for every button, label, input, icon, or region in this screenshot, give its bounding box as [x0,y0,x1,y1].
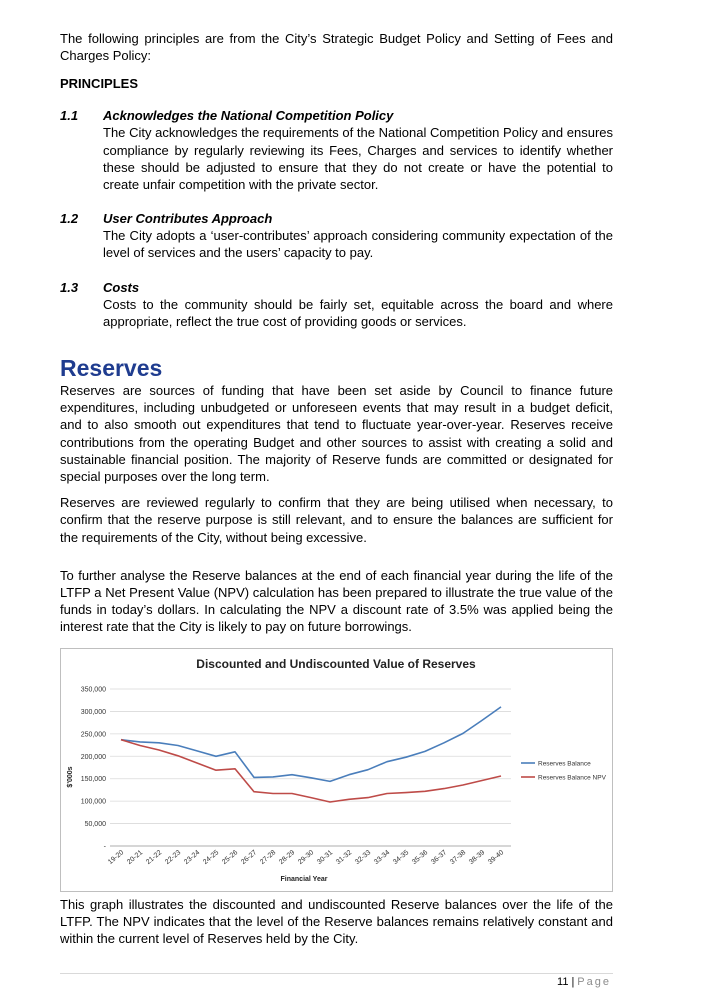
footer-separator: | [571,976,575,988]
x-tick-label: 39-40 [487,849,506,867]
principle-item [60,107,613,193]
y-axis-label: $'000s [67,766,74,788]
principle-text: The City acknowledges the requirements of the National Competition Policy and ensures compliance by regularly reviewing its Fees, Charges and services to identify whether these should be adjusted to ensure that they do not create or have the potential to create unfair competition with the private sector. [103,125,613,193]
after-chart-text [60,896,613,948]
legend-label: Reserves Balance NPV [538,774,606,782]
legend-label: Reserves Balance [538,760,591,768]
x-tick-label: 36-37 [430,849,449,867]
reserves-chart [60,648,613,892]
series-line [121,707,501,782]
reserves-paragraph: Reserves are reviewed regularly to confirm that they are being utilised when necessary, to confirm that the reserve purpose is still relevant, and to ensure the balances are sufficient for the requirements of the City, without being excessive. [60,495,613,545]
chart-canvas [61,649,612,891]
series-line [121,740,501,802]
chart-legend [521,761,607,782]
principle-title: Costs [103,279,140,295]
x-tick-label: 32-33 [354,849,373,867]
chart-grid [110,689,511,846]
page-label: Page [577,976,611,988]
x-tick-label: 27-28 [259,849,278,867]
principle-item [60,210,613,261]
x-tick-label: 31-32 [335,849,354,867]
x-tick-label: 22-23 [164,849,183,867]
page-number: 11 [557,976,569,988]
x-tick-label: 38-39 [468,849,487,867]
x-axis-ticks [107,849,505,866]
reserves-paragraph: To further analyse the Reserve balances at the end of each financial year during the life of the LTFP a Net Present Value (NPV) calculation has been prepared to illustrate the true value of the funds in today’s dollars. In calculating the NPV a discount rate of 3.5% was applied being the interest rate that the City is likely to pay on future borrowings. [60,567,613,635]
intro-paragraph: The following principles are from the City’s Strategic Budget Policy and Setting of Fees and Charges Policy: [60,31,613,64]
principle-title: User Contributes Approach [103,211,273,227]
x-tick-label: 26-27 [240,849,259,867]
x-tick-label: 20-21 [126,849,145,867]
y-tick-label: - [103,843,106,851]
x-tick-label: 30-31 [316,849,335,867]
x-tick-label: 24-25 [202,849,221,867]
chart-title: Discounted and Undiscounted Value of Reserves [196,657,476,671]
x-tick-label: 34-35 [392,849,411,867]
page-footer [557,976,611,988]
y-tick-label: 350,000 [80,686,106,694]
x-tick-label: 28-29 [278,849,297,867]
x-tick-label: 37-38 [449,849,468,867]
footer-divider [60,973,613,974]
x-tick-label: 19-20 [107,849,126,867]
principle-title: Acknowledges the National Competition Policy [103,108,394,124]
reserves-heading: Reserves [60,355,163,382]
y-tick-label: 50,000 [84,821,106,829]
y-tick-label: 150,000 [80,776,106,784]
y-tick-label: 200,000 [80,753,106,761]
reserves-paragraph: Reserves are sources of funding that have been set aside by Council to finance future expenditures, including unbudgeted or unforeseen events that may result in a budget deficit, and to also smooth out expenditures that tend to fluctuate year-over-year. Reserves receive contributions from the operating Budget and other sources to assist with creating a solid and sustainable financial position. The majority of Reserve funds are committed or designated for special purposes over the long term. [60,383,613,485]
principle-number: 1.3 [60,279,79,295]
x-axis-label: Financial Year [280,876,328,883]
principle-text: Costs to the community should be fairly set, equitable across the board and where appropriate, reflect the true cost of providing goods or services. [103,296,613,329]
x-tick-label: 21-22 [145,849,164,867]
principle-number: 1.1 [60,108,79,124]
document-body [60,30,613,645]
x-tick-label: 33-34 [373,849,392,867]
principle-number: 1.2 [60,211,79,227]
x-tick-label: 25-26 [221,849,240,867]
principle-text: The City adopts a ‘user-contributes’ approach considering community expectation of the level of services and the users’ capacity to pay. [103,228,613,261]
chart-series [121,707,501,802]
y-tick-label: 100,000 [80,798,106,806]
x-tick-label: 23-24 [183,849,202,867]
y-tick-label: 250,000 [80,731,106,739]
principles-heading: PRINCIPLES [60,76,139,92]
y-axis-ticks [81,687,107,851]
x-tick-label: 29-30 [297,849,316,867]
chart-explanation: This graph illustrates the discounted and undiscounted Reserve balances over the life of the LTFP. The NPV indicates that the level of the Reserve balances remains relatively constant and within the current level of Reserves held by the City. [60,897,613,947]
principle-item [60,279,613,330]
y-tick-label: 300,000 [80,708,106,716]
x-tick-label: 35-36 [411,849,430,867]
